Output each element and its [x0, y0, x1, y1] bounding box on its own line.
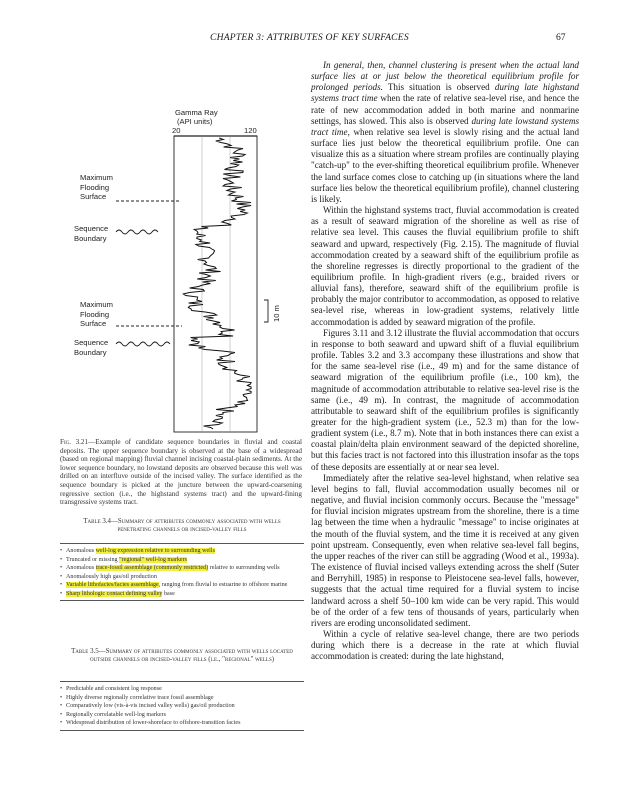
running-head: CHAPTER 3: ATTRIBUTES OF KEY SURFACES — [210, 32, 409, 43]
table-row: • Highly diverse regionally correlative trace fossil assemblage — [60, 694, 304, 703]
paragraph: Within the highstand systems tract, fluvial accommodation is created as a result of seaward migration of the shoreline as well as rise of relative sea level. This causes the fluvial equilibrium profile to shift seaward and upward, respectively (Fig. 2.15). The magnitude of fluvial accommodation created by a seaward shift of the equilibrium profile as the shoreline regresses is directly proportional to the gradient of the equilibrium profile. In high-gradient rivers (e.g., braided rivers or alluvial fans), therefore, seaward shift of the equilibrium profile is probably the major contributor to accommodation, as opposed to relative sea-level rise, whereas in low-gradient systems, relatively little accommodation is added by seaward migration of the profile. — [311, 205, 579, 327]
table-row: • Anomalous trace-fossil assemblage (commonly restricted) relative to surrounding wells — [60, 564, 304, 573]
table-row: • Predictable and consistent log response — [60, 685, 304, 694]
scale-label: 10 m — [272, 305, 281, 322]
table-row: • Variable lithofacies/facies assemblage, ranging from fluvial to estuarine to offshore marine — [60, 581, 304, 590]
paragraph: Figures 3.11 and 3.12 illustrate the fluvial accommodation that occurs in response to both seaward and upward shift of a fluvial equilibrium profile. Tables 3.2 and 3.3 accompany these illustrations and show that for the same sea-level rise (i.e., 49 m) and for the same distance of seaward migration of the equilibrium profile (i.e., 100 km), the magnitude of accommodation attributable to relative sea-level rise is the same (i.e., 49 m). In contrast, the magnitude of accommodation attributable to seaward shift of the equilibrium profiles is significantly greater for the high-gradient system (i.e., 52.3 m) than for the low-gradient system (i.e., 8.7 m). Note that in both instances there can exist a coastal plain/delta plain environment seaward of the depicted shoreline, but this facies tract is not factored into this illustration insofar as the tops of these deposits are essentially at or near sea level. — [311, 327, 579, 472]
sb-lower-label: Sequence Boundary — [74, 338, 109, 357]
table-3-5-title: Table 3.5—Summary of attributes commonly associated with wells located outside channels or incised-valley fills (i.e., "regional" wells) — [71, 648, 293, 664]
axis-units: (API units) — [177, 117, 213, 126]
axis-max-label: 120 — [244, 126, 257, 135]
table-row: • Anomalously high gas/oil production — [60, 573, 304, 582]
table-row: • Truncated or missing "regional" well-log markers — [60, 556, 304, 565]
table-3-5 — [60, 681, 304, 731]
paragraph: Within a cycle of relative sea-level change, there are two periods during which there is a decrease in the rate at which fluvial accommodation is created: during the late highstand, — [311, 628, 579, 662]
table-row: • Widespread distribution of lower-shoreface to offshore-transition facies — [60, 719, 304, 728]
body-text-column — [311, 60, 579, 662]
figure-caption-label: Fig. 3.21 — [60, 438, 89, 446]
sb-upper-label: Sequence Boundary — [74, 224, 109, 243]
mfs-upper-label: Maximum Flooding Surface — [80, 173, 113, 201]
paragraph: In general, then, channel clustering is present when the actual land surface lies at or just below the theoretical equilibrium profile for prolonged periods. This situation is observed during late highstand systems tract time when the rate of relative sea-level rise, and hence the rate of new accommodation added in both marine and nonmarine settings, has slowed. This also is observed during late lowstand systems tract time, when relative sea level is slowly rising and the actual land surface lies just below the theoretical equilibrium profile. One can visualize this as a situation where stream profiles are continually playing "catch-up" to the ever-shifting theoretical equilibrium profile. Whenever the land surface comes close to catching up (in situations where the land surface lies below the theoretical equilibrium profile), channel clustering is likely. — [311, 60, 580, 204]
figure-caption-text: —Example of candidate sequence boundaries in fluvial and coastal deposits. The upper sequence boundary is observed at the base of a widespread (based on regional mapping) fluvial channel incising coastal-plain sediments. At the lower sequence boundary, no lowstand deposits are observed because this well was drilled on an interfluve outside of the incised valley. The surface identified as the sequence boundary is picked at the juncture between the upward-coarsening regressive section (i.e., the highstand systems tract) and the upward-fining transgressive systems tract. — [60, 438, 302, 507]
axis-title: Gamma Ray — [175, 108, 218, 117]
axis-min-label: 20 — [172, 126, 181, 135]
paragraph: Immediately after the relative sea-level highstand, when relative sea level begins to fall, fluvial accommodation usually becomes nil or negative, and fluvial incision commonly occurs. Because the "message" for fluvial incision migrates upstream from the shoreline, there is a time lag between the time when a hydraulic "message" to incise originates at the mouth of the fluvial system, and the time it is received at any given point upstream. Consequently, even when relative sea-level fall begins, the upper reaches of the river can still be aggrading (Wood et al., 1993a). The existence of fluvial incised valleys extending across the shelf (Suter and Berryhill, 1985) in response to Pleistocene sea-level falls, however, suggests that the actual time required for a fluvial system to incise landward across a shelf 50–100 km wide can be very rapid. This would be of the order of a few tens of thousands of years, particularly when rivers are eroding unconsolidated sediment. — [311, 472, 579, 628]
page-number: 67 — [556, 32, 566, 43]
table-row: • Regionally correlatable well-log markers — [60, 711, 304, 720]
table-3-4-title: Table 3.4—Summary of attributes commonly associated with wells penetrating channels or incised-valley fills — [83, 518, 281, 534]
table-row: • Sharp lithologic contact defining valley base — [60, 590, 304, 599]
table-row: • Anomalous well-log expression relative to surrounding wells — [60, 547, 304, 556]
gamma-ray-curve — [183, 138, 251, 429]
table-row: • Comparatively low (vis-à-vis incised valley wells) gas/oil production — [60, 702, 304, 711]
mfs-lower-label: Maximum Flooding Surface — [80, 300, 113, 328]
table-3-4 — [60, 543, 304, 601]
figure-caption — [60, 438, 302, 507]
